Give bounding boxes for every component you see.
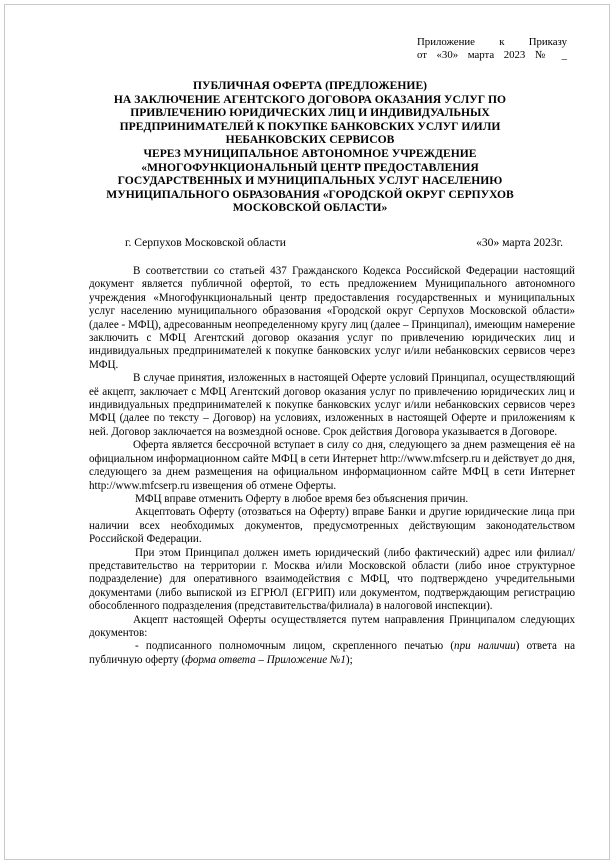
paragraph-1: В соответствии со статьей 437 Гражданского Кодекса Российской Федерации настоящий документ является публичной офертой, то есть предложением Муниципального автономного учреждения «Многофункциональный центр предоставления государственных и муниципальных услуг населению муниципального образования «Городской округ Серпухов Московской области» (далее - МФЦ), адресованным неопределенному кругу лиц (далее – Принципал), имеющим намерение заключить с МФЦ Агентский договор оказания услуг по привлечению юридических лиц и индивидуальных предпринимателей к покупке банковских услуг и/или небанковских сервисов через МФЦ. xyxy=(89,265,575,371)
document-body xyxy=(89,265,575,667)
document-title xyxy=(67,79,553,215)
p8-text-start: - подписанного полномочным лицом, скрепленного печатью ( xyxy=(135,640,455,653)
title-line: НЕБАНКОВСКИХ СЕРВИСОВ xyxy=(225,133,395,147)
paragraph-6: При этом Принципал должен иметь юридический (либо фактический) адрес или филиал/представительство на территории г. Москва и/или Московской области (либо иное структурное подразделение) для оперативного взаимодействия с МФЦ, что подтверждено учредительными документами (либо выпиской из ЕГРЮЛ (ЕГРИП) или документом, подтверждающим регистрацию обособленного подразделения (представительства/филиала) в налоговой инспекции). xyxy=(89,546,575,613)
appendix-line-1: Приложение к Приказу xyxy=(417,36,567,48)
p8-text-mid: ) ответа на публичную оферту ( xyxy=(89,640,575,666)
paragraph-2: В случае принятия, изложенных в настоящей Оферте условий Принципал, осуществляющий её акцепт, заключает с МФЦ Агентский договор оказания услуг по привлечению юридических лиц и индивидуальных предпринимателей к покупке банковских услуг и/или небанковских сервисов через МФЦ (далее по тексту – Договор) на условиях, изложенных в настоящей Оферте и приложениям к ней. Договор заключается на возмездной основе. Срок действия Договора указывается в Договоре. xyxy=(89,372,575,438)
title-line: ПРЕДПРИНИМАТЕЛЕЙ К ПОКУПКЕ БАНКОВСКИХ УСЛУГ И/ИЛИ xyxy=(119,119,501,133)
appendix-line-2: от «30» марта 2023 № _ xyxy=(417,49,567,61)
title-line: ЧЕРЕЗ МУНИЦИПАЛЬНОЕ АВТОНОМНОЕ УЧРЕЖДЕНИЕ xyxy=(143,146,477,160)
title-line: ПРИВЛЕЧЕНИЮ ЮРИДИЧЕСКИХ ЛИЦ И ИНДИВИДУАЛЬНЫХ xyxy=(130,106,490,120)
appendix-reference xyxy=(417,36,567,62)
title-line: МОСКОВСКОЙ ОБЛАСТИ» xyxy=(232,201,388,215)
title-line: ГОСУДАРСТВЕННЫХ И МУНИЦИПАЛЬНЫХ УСЛУГ НАСЕЛЕНИЮ xyxy=(117,174,503,188)
p8-text-end: ); xyxy=(345,653,353,666)
title-line: НА ЗАКЛЮЧЕНИЕ АГЕНТСКОГО ДОГОВОРА ОКАЗАНИЯ УСЛУГ ПО xyxy=(113,92,507,106)
title-line: «МНОГОФУНКЦИОНАЛЬНЫЙ ЦЕНТР ПРЕДОСТАВЛЕНИЯ xyxy=(141,160,479,174)
p8-emphasis-2: форма ответа – Приложение №1 xyxy=(185,653,346,666)
city-label: г. Серпухов Московской области xyxy=(125,236,286,249)
paragraph-7: Акцепт настоящей Оферты осуществляется путем направления Принципалом следующих документов: xyxy=(89,613,575,639)
place-date-line xyxy=(125,236,563,250)
document-page xyxy=(4,4,610,860)
date-label: «30» марта 2023г. xyxy=(476,236,563,249)
paragraph-4: МФЦ вправе отменить Оферту в любое время без объяснения причин. xyxy=(135,492,469,505)
title-line: ПУБЛИЧНАЯ ОФЕРТА (ПРЕДЛОЖЕНИЕ) xyxy=(192,79,428,92)
paragraph-3: Оферта является бессрочной вступает в силу со дня, следующего за днем размещения её на официальном информационном сайте МФЦ в сети Интернет http://www.mfcserp.ru и действует до дня, следующего за днем размещения на официальном информационном сайте МФЦ в сети Интернет http://www.mfcserp.ru извещения об отмене Оферты. xyxy=(89,439,575,492)
p8-emphasis-1: при наличии xyxy=(454,640,516,653)
title-line: МУНИЦИПАЛЬНОГО ОБРАЗОВАНИЯ «ГОРОДСКОЙ ОКРУГ СЕРПУХОВ xyxy=(106,187,514,201)
paragraph-8 xyxy=(89,640,575,667)
paragraph-5: Акцептовать Оферту (отозваться на Оферту) вправе Банки и другие юридические лица при наличии всех необходимых документов, предусмотренных действующим законодательством Российской Федерации. xyxy=(89,506,575,546)
